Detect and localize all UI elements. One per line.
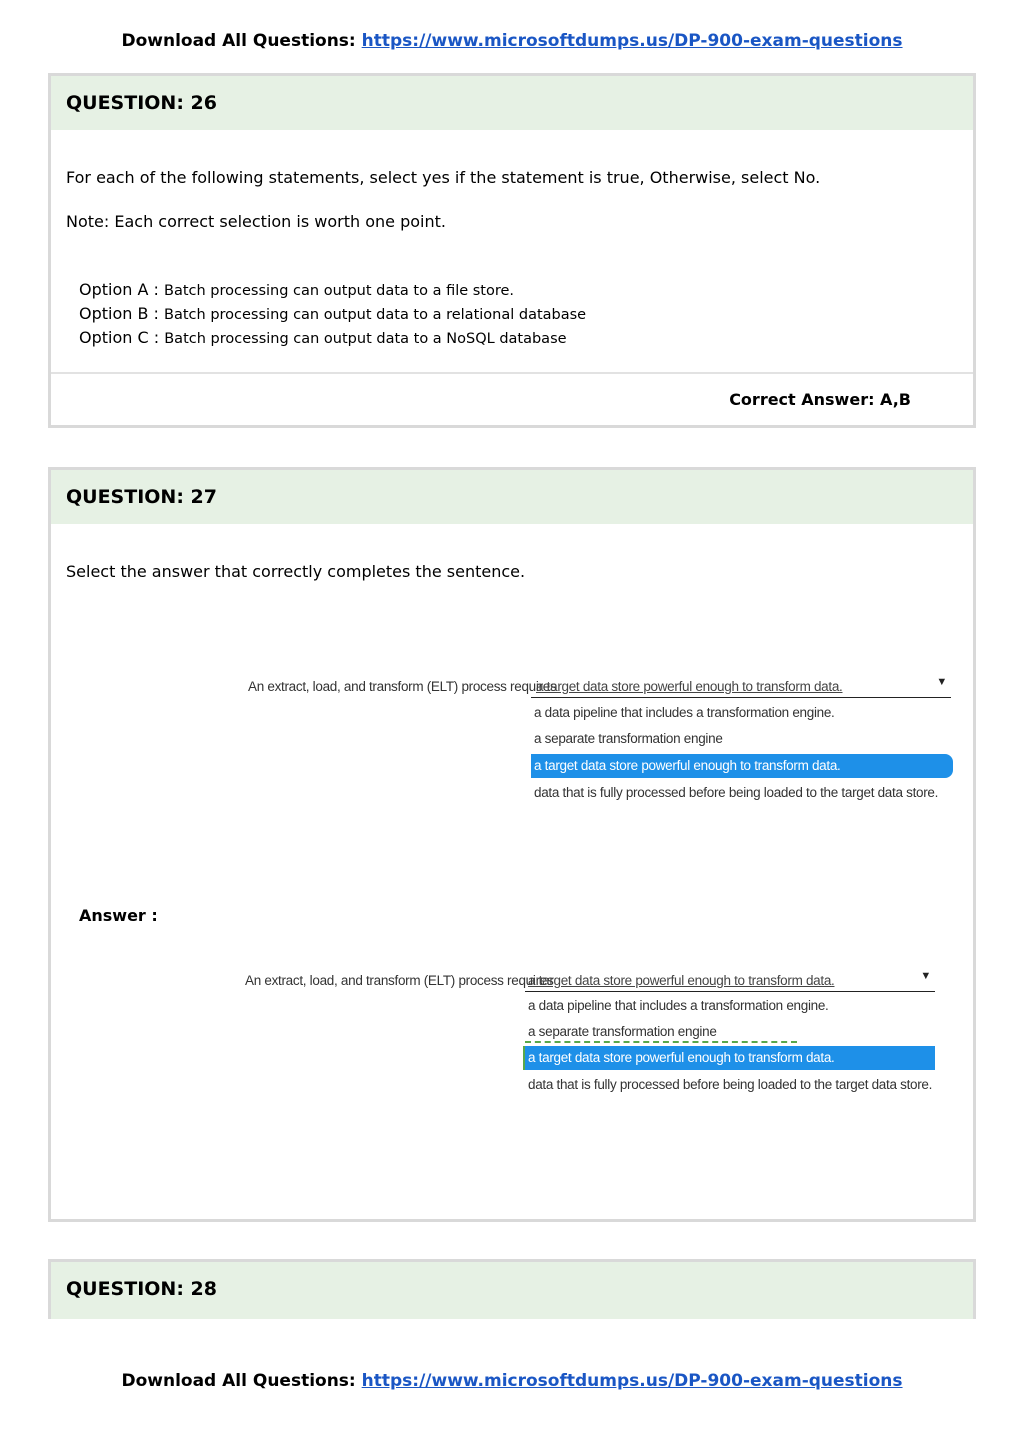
option-a-label: Option A : (79, 280, 159, 299)
question-27-instruction: Select the answer that correctly completes the sentence. (66, 562, 526, 581)
answer-dropdown-option[interactable]: a data pipeline that includes a transformation engine. (528, 998, 829, 1013)
question-27-card (48, 467, 976, 1222)
download-banner-top (0, 31, 1024, 51)
answer-dropdown-option[interactable]: a separate transformation engine (528, 1024, 717, 1039)
answer-dropdown-option[interactable]: data that is fully processed before being loaded to the target data store. (528, 1077, 933, 1092)
divider (51, 372, 973, 374)
answer-dashed-marker (525, 1041, 797, 1043)
option-a-text: Batch processing can output data to a file store. (164, 283, 515, 299)
answer-label: Answer : (79, 906, 158, 925)
dropdown-option[interactable]: data that is fully processed before being loaded to the target data store. (534, 785, 939, 800)
answer-dropdown-option-highlighted[interactable]: a target data store powerful enough to transform data. (523, 1046, 935, 1070)
question-28-card (48, 1259, 976, 1319)
answer-dropdown-arrow-icon: ▼ (920, 970, 931, 982)
correct-answer: Correct Answer: A,B (729, 390, 911, 409)
dropdown-option[interactable]: a separate transformation engine (534, 731, 723, 746)
question-27-title: QUESTION: 27 (51, 470, 973, 524)
question-28-title: QUESTION: 28 (51, 1262, 973, 1319)
option-c-label: Option C : (79, 328, 160, 347)
question-26-instruction: For each of the following statements, select yes if the statement is true, Otherwise, select No. (66, 168, 821, 187)
option-c-text: Batch processing can output data to a NoSQL database (164, 331, 567, 347)
answer-dropdown-prompt: An extract, load, and transform (ELT) process requires (245, 973, 554, 988)
answer-dropdown-selected[interactable] (525, 970, 935, 992)
dropdown-option-highlighted[interactable]: a target data store powerful enough to transform data. (531, 754, 953, 778)
banner-label: Download All Questions: (121, 1371, 356, 1391)
banner-label: Download All Questions: (121, 31, 356, 51)
question-26-title: QUESTION: 26 (51, 76, 973, 130)
option-b-text: Batch processing can output data to a relational database (164, 307, 587, 323)
dropdown-arrow-icon: ▼ (936, 676, 947, 688)
banner-link[interactable]: https://www.microsoftdumps.us/DP-900-exam-questions (361, 31, 903, 51)
dropdown-option[interactable]: a data pipeline that includes a transformation engine. (534, 705, 835, 720)
option-b-label: Option B : (79, 304, 159, 323)
answer-dropdown-selected-text: a target data store powerful enough to transform data. (528, 973, 835, 988)
question-26-card (48, 73, 976, 428)
dropdown-selected-text: a target data store powerful enough to transform data. (536, 679, 843, 694)
banner-link[interactable]: https://www.microsoftdumps.us/DP-900-exam-questions (361, 1371, 903, 1391)
option-c (79, 328, 567, 347)
download-banner-bottom (0, 1371, 1024, 1391)
dropdown-prompt: An extract, load, and transform (ELT) process requires (248, 679, 557, 694)
question-26-note: Note: Each correct selection is worth one point. (66, 212, 446, 231)
option-a (79, 280, 514, 299)
option-b (79, 304, 586, 323)
answer-dropdown-image (51, 470, 973, 1219)
